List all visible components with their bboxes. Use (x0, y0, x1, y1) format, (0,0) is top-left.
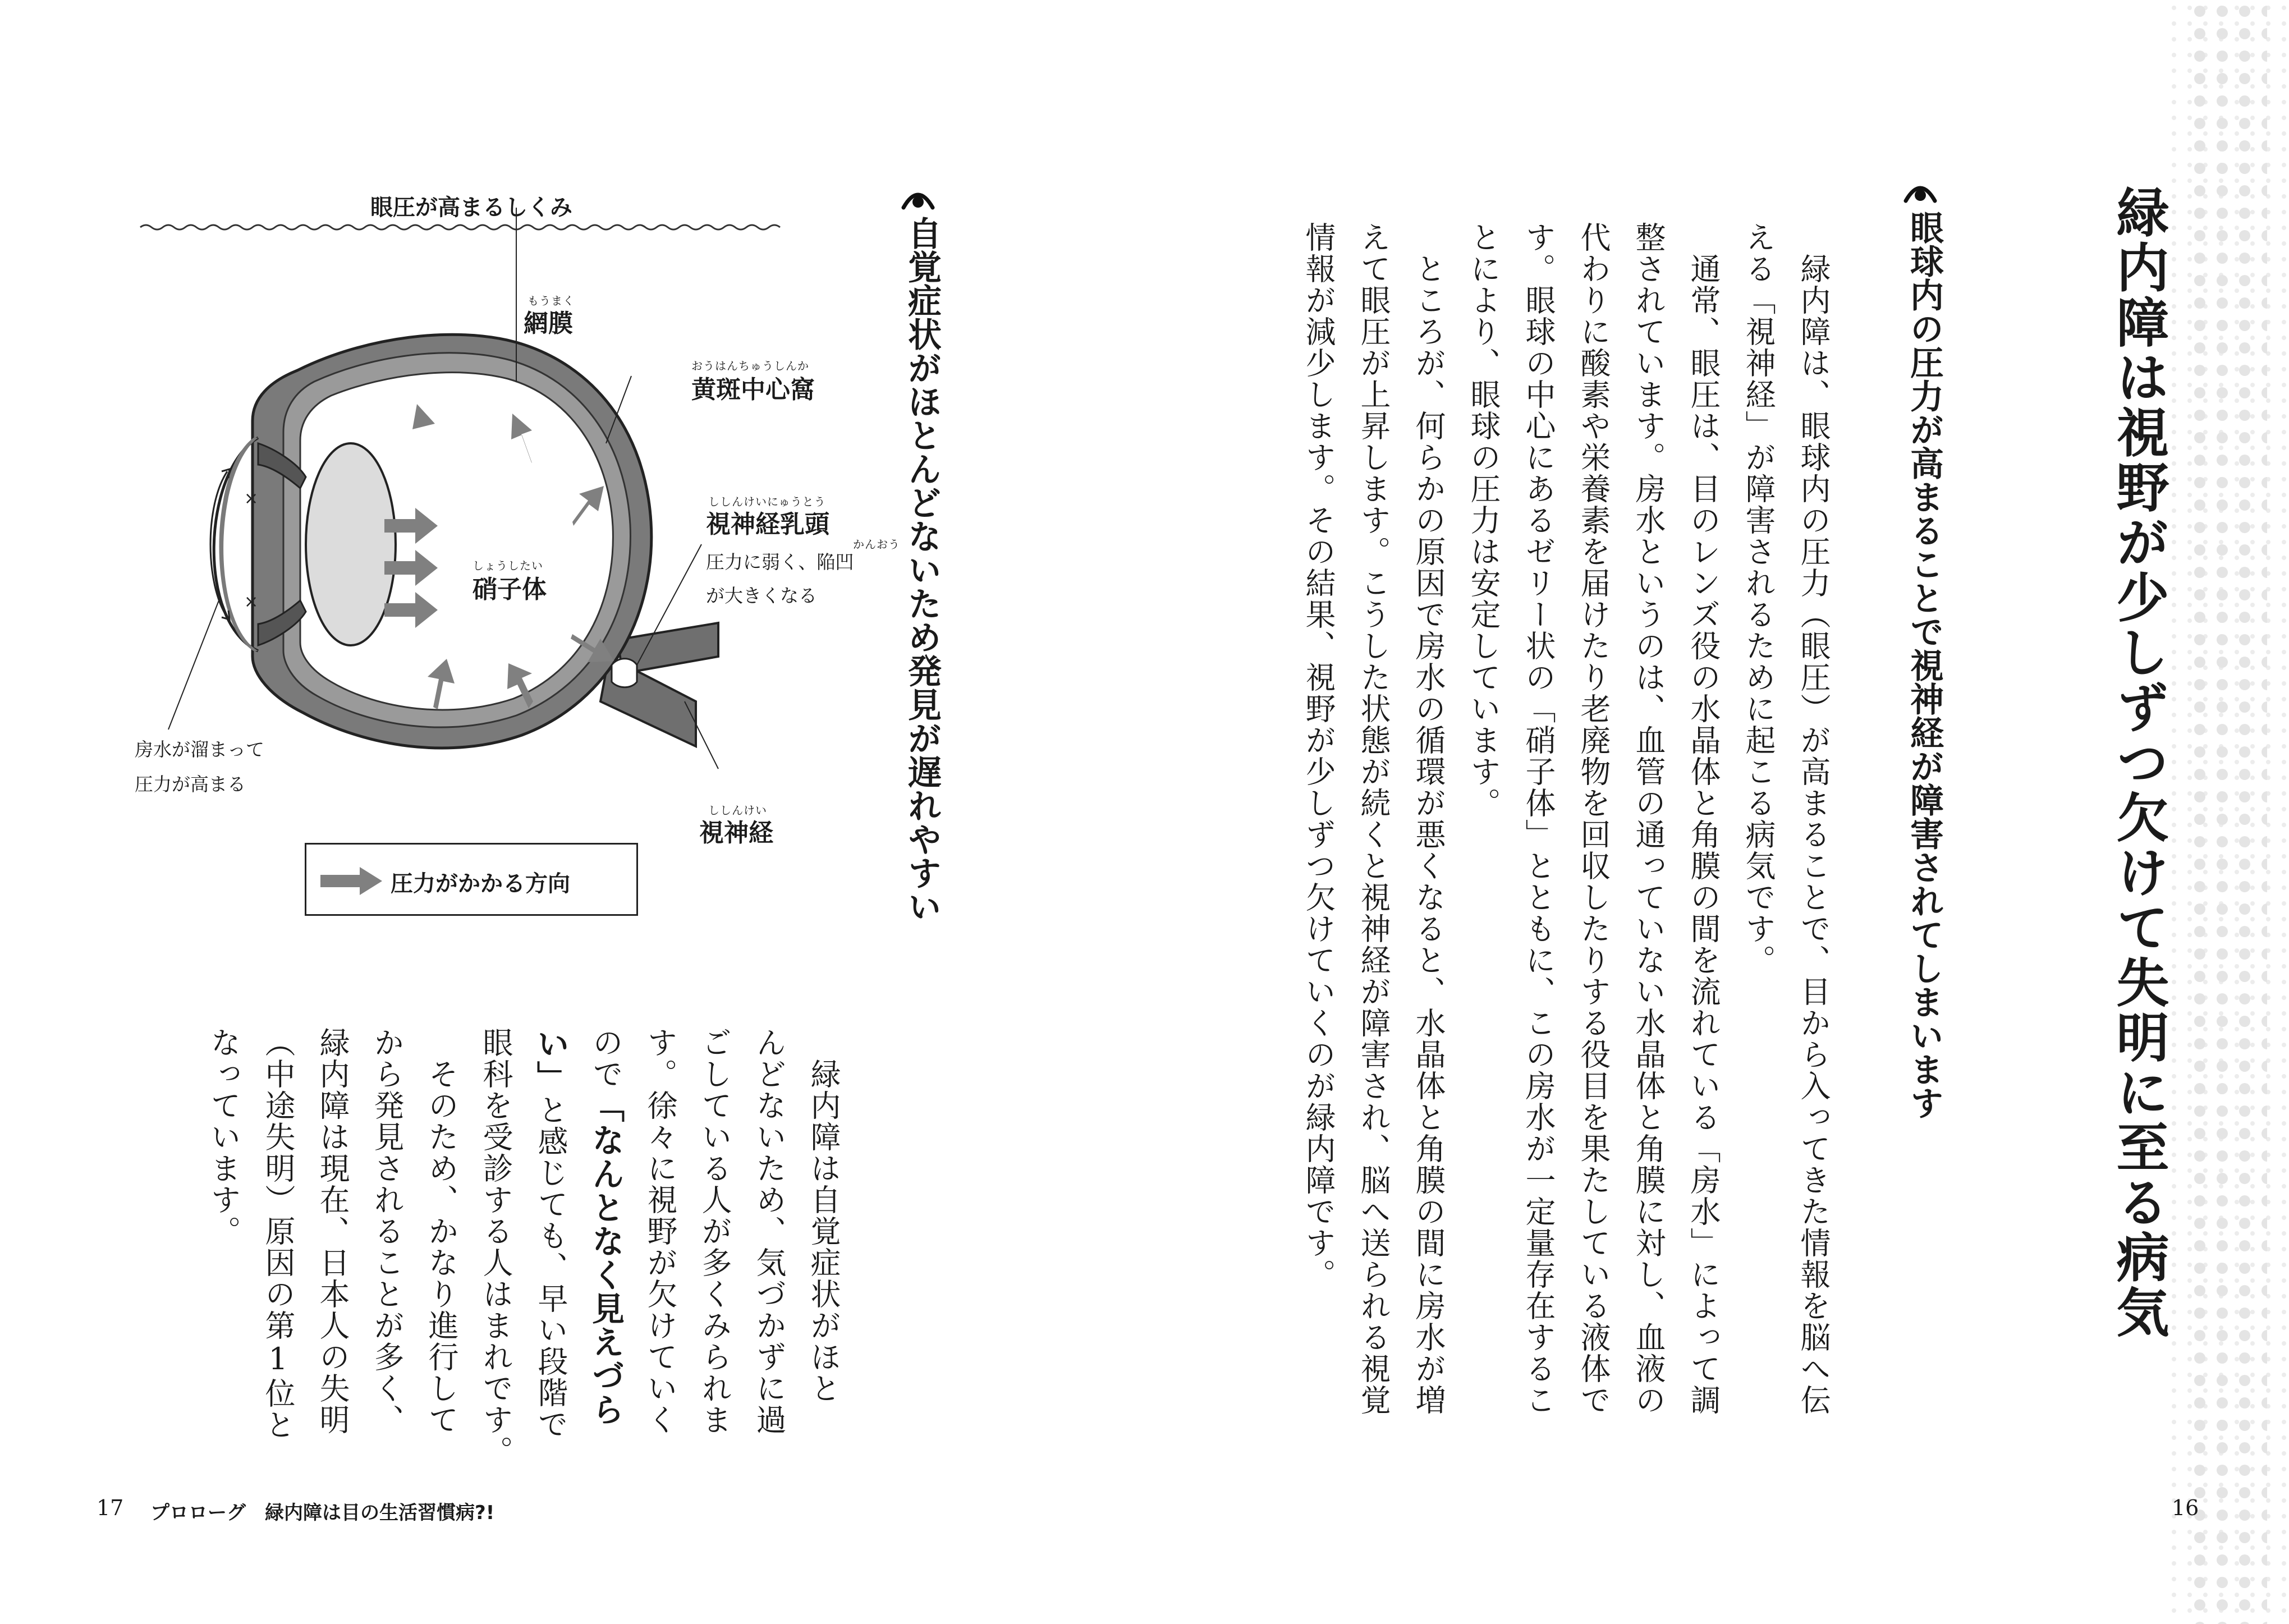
body-line (523, 1027, 578, 1467)
body-line: ところが、何らかの原因で房水の循環が悪くなると、水晶体と角膜の間に房水が増 (1411, 222, 1446, 1416)
body-line (305, 1027, 360, 1467)
diagram-title: 眼圧が高まるしくみ (370, 195, 572, 221)
left-section-body (196, 1027, 851, 1467)
body-text: そのため、かなり進行して (424, 1027, 459, 1435)
body-line: えて眼圧が上昇します。こうした状態が続くと視神経が障害され、脳へ送られる視覚 (1356, 222, 1391, 1416)
fovea-ruby: おうはんちゅうしんか (691, 359, 809, 373)
body-text: んどないため、気づかずに過 (751, 1027, 787, 1435)
body-text: なっています。 (206, 1027, 241, 1247)
body-line (578, 1027, 633, 1467)
legend-label: 圧力がかかる方向 (391, 871, 570, 897)
eye-icon (901, 185, 935, 211)
left-section-heading: 自覚症状がほとんどないため発見が遅れやすい (902, 216, 942, 923)
body-line (633, 1027, 687, 1467)
body-line (742, 1027, 796, 1467)
body-line: とにより、眼球の圧力は安定しています。 (1466, 222, 1501, 819)
vitreous-label: 硝子体 (473, 575, 547, 604)
decorative-dot-pattern (2166, 0, 2289, 1624)
right-page-number: 16 (2172, 1495, 2199, 1520)
body-line: 通常、眼圧は、目のレンズ役の水晶体と角膜の間を流れている「房水」によって調 (1686, 222, 1721, 1416)
aqueous-note-line2: 圧力が高まる (135, 773, 246, 795)
body-line (469, 1027, 523, 1467)
body-line: 緑内障は、眼球内の圧力（眼圧）が高まることで、目から入ってきた情報を脳へ伝 (1796, 222, 1831, 1416)
body-line: 情報が減少します。その結果、視野が少しずつ欠けていくのが緑内障です。 (1301, 222, 1336, 1290)
right-section-heading: 眼球内の圧力が高まることで視神経が障害されてしまいます (1905, 210, 1944, 1120)
optic-disc-ruby: ししんけいにゅうとう (708, 495, 826, 508)
optic-disc-note-line2: が大きくなる (706, 585, 817, 607)
optic-nerve-label: 視神経 (699, 819, 773, 847)
optic-disc-note-line1: 圧力に弱く、陥凹 (706, 551, 854, 573)
aqueous-note-line1: 房水が溜まって (135, 738, 264, 760)
emphasis-text: い」 (531, 1027, 570, 1094)
body-line (360, 1027, 414, 1467)
optic-disc-note-ruby: かんおう (853, 538, 900, 551)
left-page-number: 17 (97, 1495, 124, 1520)
wavy-divider (140, 225, 780, 230)
retina-label: 網膜 (524, 309, 573, 338)
body-line: す。眼球の中心にあるゼリー状の「硝子体」とともに、この房水が一定量存在するこ (1521, 222, 1556, 1416)
diagram-legend (305, 843, 638, 916)
fovea-label: 黄斑中心窩 (691, 375, 815, 404)
body-text: 緑内障は自覚症状がほと (806, 1027, 841, 1404)
body-line: える「視神経」が障害されるために起こる病気です。 (1741, 222, 1776, 976)
body-line (687, 1027, 742, 1467)
right-section-body (1291, 222, 1841, 1416)
svg-text:×: × (244, 592, 259, 612)
body-line (196, 1027, 251, 1467)
body-text: 緑内障は現在、日本人の失明 (315, 1027, 350, 1435)
pressure-arrow-icon (320, 867, 382, 895)
emphasis-text: 「なんとなく見えづら (586, 1090, 625, 1426)
body-line: 整されています。房水というのは、血管の通っていない水晶体と角膜に対し、血液の (1631, 222, 1666, 1416)
retina-ruby: もうまく (527, 294, 575, 308)
body-text: ので (588, 1027, 623, 1090)
body-text: と感じても、早い段階で (533, 1094, 568, 1440)
body-line (414, 1027, 469, 1467)
body-text: す。徐々に視野が欠けていく (643, 1027, 678, 1435)
body-line (251, 1027, 305, 1467)
eye-icon (1903, 178, 1937, 204)
running-head: プロローグ 緑内障は目の生活習慣病?! (150, 1502, 495, 1524)
svg-text:×: × (244, 489, 259, 508)
main-title: 緑内障は視野が少しずつ欠けて失明に至る病気 (2107, 185, 2168, 1340)
body-line (796, 1027, 851, 1467)
body-text: から発見されることが多く、 (369, 1027, 405, 1435)
optic-nerve-ruby: ししんけい (708, 804, 767, 817)
body-line: 代わりに酸素や栄養素を届けたり老廃物を回収したりする役目を果たしている液体で (1576, 222, 1611, 1416)
vitreous-ruby: しょうしたい (473, 559, 543, 572)
body-text: ごしている人が多くみられま (697, 1027, 732, 1435)
body-text: （中途失明）原因の第1位と (260, 1027, 296, 1441)
optic-disc-label: 視神経乳頭 (706, 510, 829, 539)
body-text: 眼科を受診する人はまれです。 (478, 1027, 513, 1467)
